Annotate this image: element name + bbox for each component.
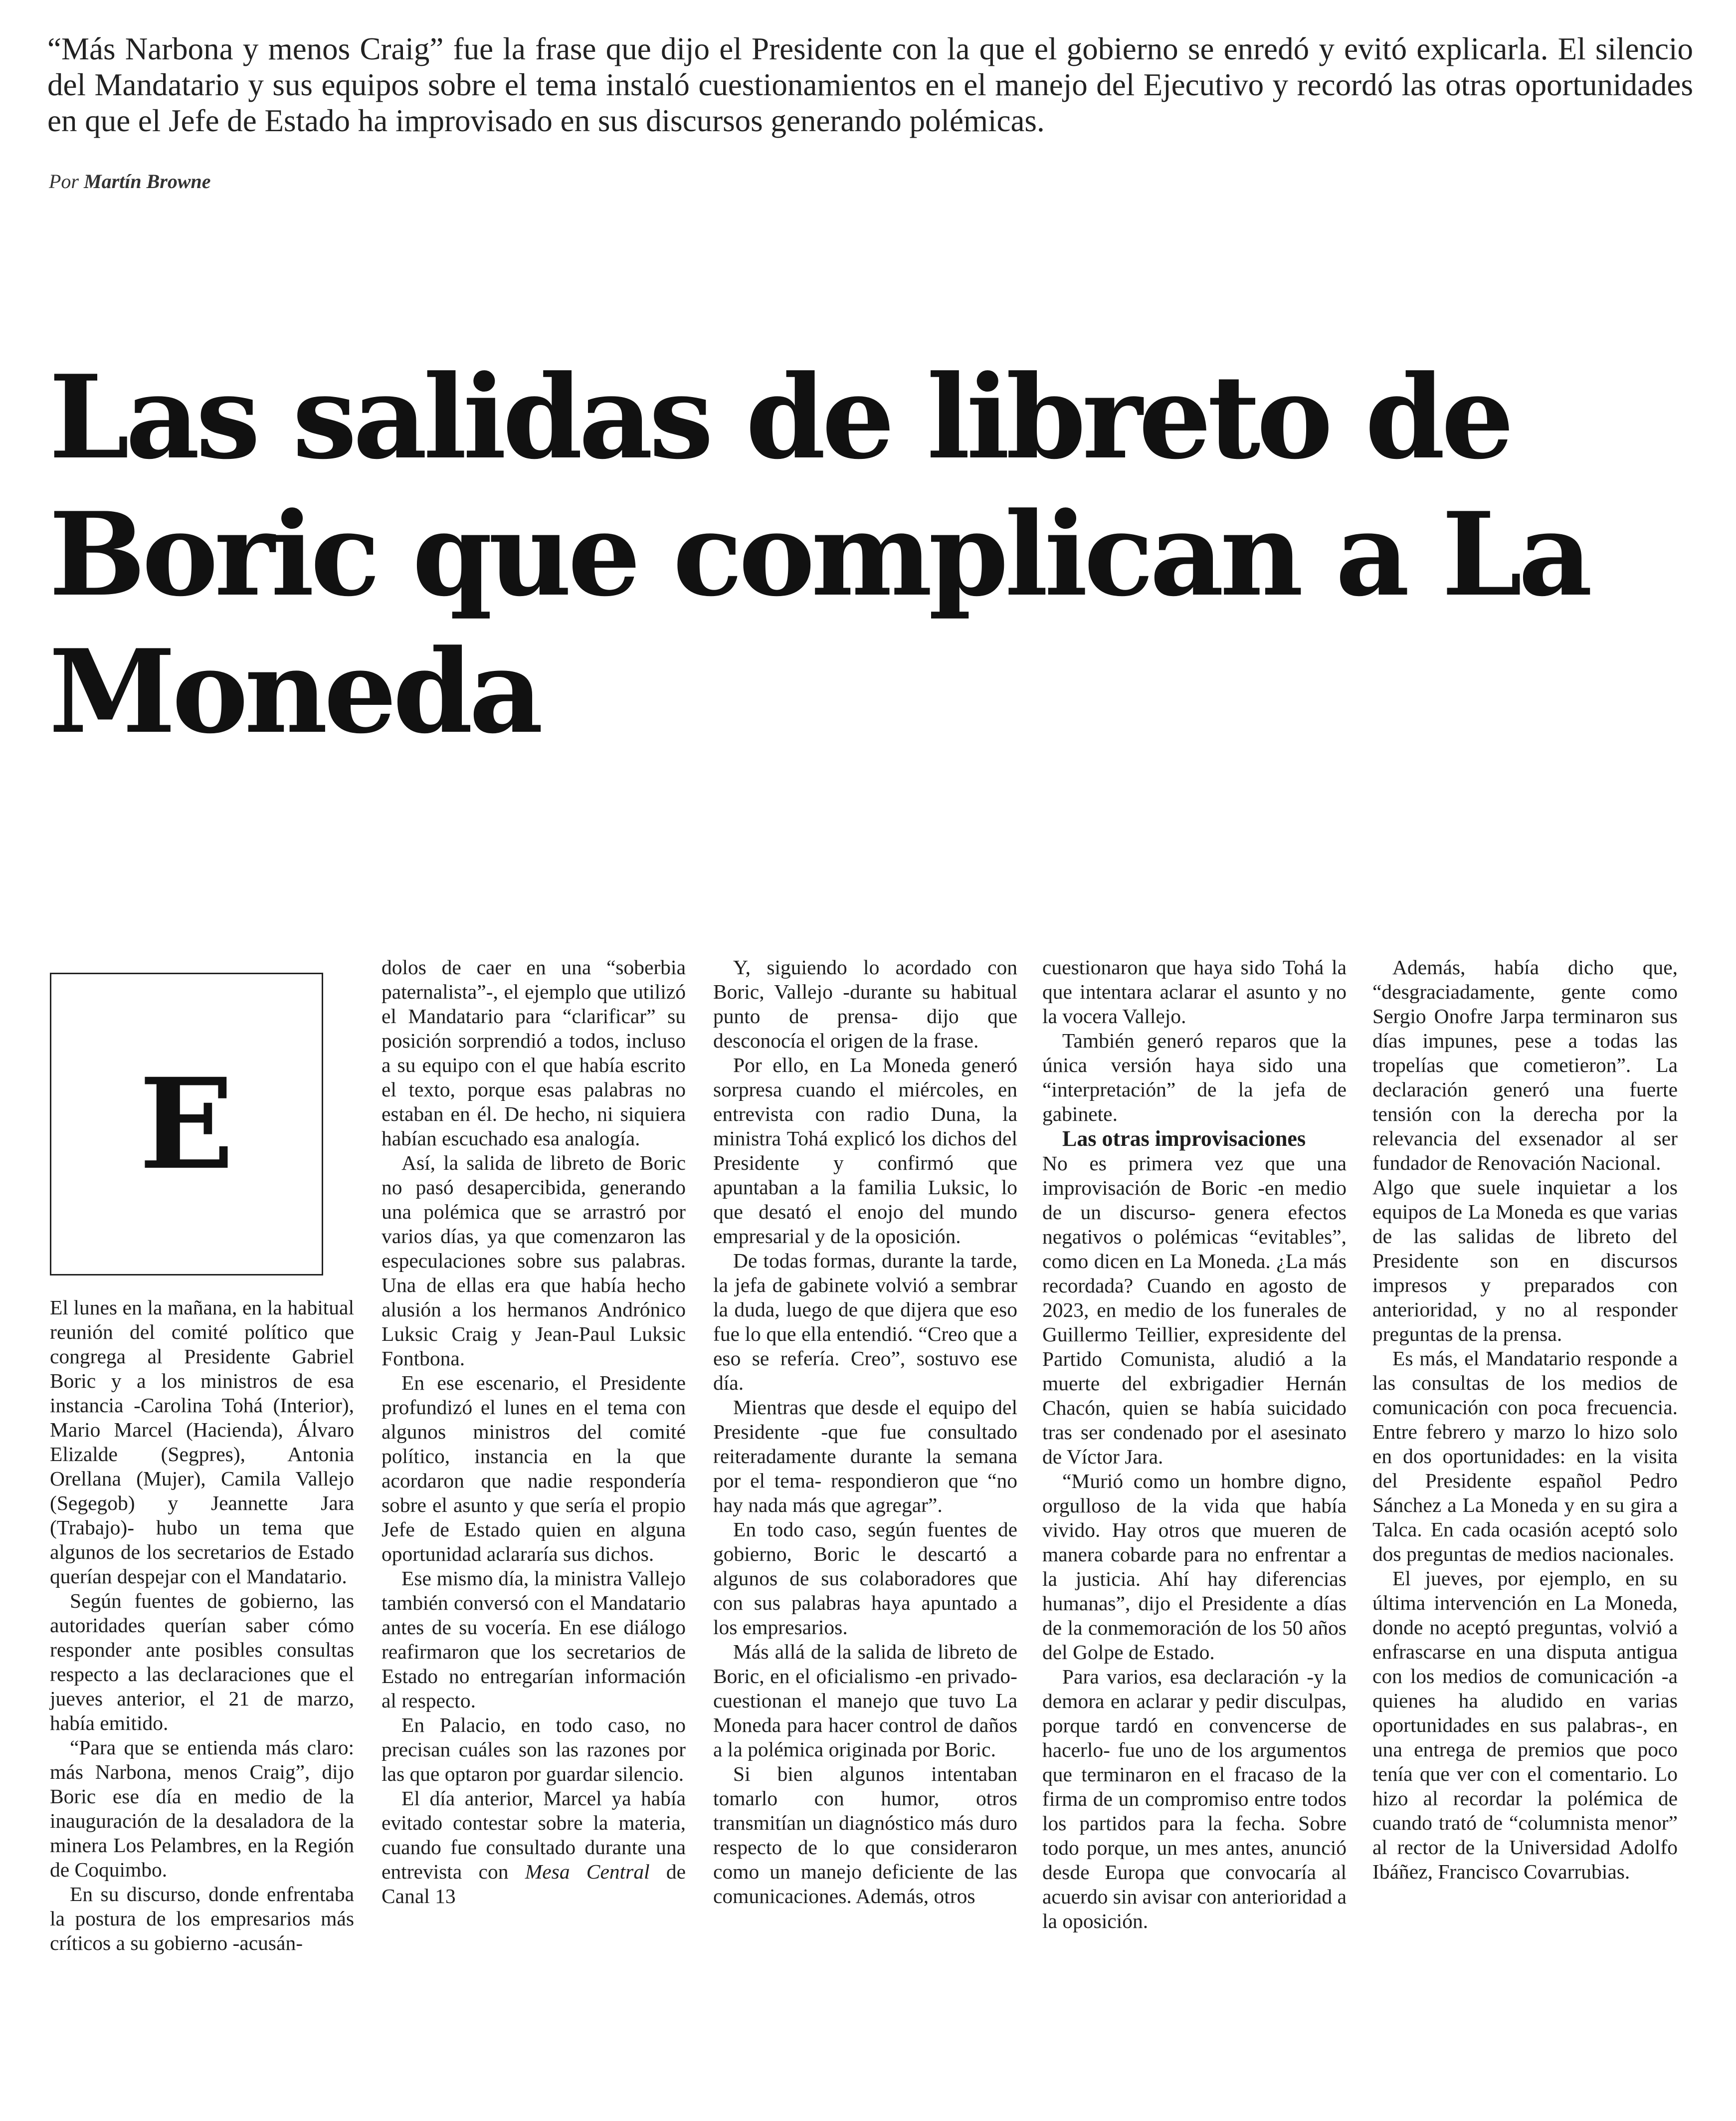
paragraph: El jueves, por ejemplo, en su última intervención en La Moneda, donde no aceptó preguntas, volvió a enfrascarse en una disputa antigua con los medios de comunicación -a quienes ha aludido en varias oportunidades en sus palabras-, en una entrega de premios que poco tenía que ver con el comentario. Lo hizo al recordar la polémica de cuando trató de “columnista menor” al rector de la Universidad Adolfo Ibáñez, Francisco Covarrubias. — [1372, 1567, 1678, 1883]
paragraph-with-italic — [382, 1786, 686, 1909]
paragraph: Para varios, esa declaración -y la demora en aclarar y pedir disculpas, porque tardó en convencerse de hacerlo- fue uno de los argumentos que terminaron en el fracaso de la firma de un compromiso entre todos los partidos para la fecha. Sobre todo porque, un mes antes, anunció desde Europa que convocaría al acuerdo sin avisar con anterioridad a la oposición. — [1042, 1665, 1347, 1932]
drop-cap-letter: E — [139, 1051, 234, 1197]
paragraph: El lunes en la mañana, en la habitual reunión del comité político que congrega al Presidente Gabriel Boric y a los ministros de esa instancia -Carolina Tohá (Interior), Mario Marcel (Hacienda), Álvaro Elizalde (Segpres), Antonia Orellana (Mujer), Camila Vallejo (Segegob) y Jeannette Jara (Trabajo)- hubo un tema que algunos de los secretarios de Estado querían despejar con el Mandatario. — [50, 1296, 354, 1588]
byline-prefix: Por — [49, 170, 79, 193]
paragraph: Mientras que desde el equipo del Presidente -que fue consultado reiteradamente durante la semana por el tema- respondieron que “no hay nada más que agregar”. — [713, 1396, 1017, 1516]
paragraph: En Palacio, en todo caso, no precisan cuáles son las razones por las que optaron por guardar silencio. — [382, 1713, 686, 1785]
drop-cap — [50, 973, 323, 1275]
column-3 — [713, 955, 1017, 1909]
author-name: Martín Browne — [84, 170, 211, 193]
headline: Las salidas de libreto de Boric que complican a La Moneda — [49, 350, 1589, 759]
paragraph: Por ello, en La Moneda generó sorpresa cuando el miércoles, en entrevista con radio Duna, la ministra Tohá explicó los dichos del Presidente y confirmó que apuntaban a la familia Luksic, lo que desató el enojo del mundo empresarial y de la oposición. — [713, 1054, 1017, 1248]
paragraph: En ese escenario, el Presidente profundizó el lunes en el tema con algunos ministros del comité político, instancia en la que acordaron que nadie respondería sobre el asunto y que sería el propio Jefe de Estado quien en alguna oportunidad aclararía sus dichos. — [382, 1371, 686, 1565]
column-1 — [50, 955, 354, 1955]
paragraph-tail: de Canal 13 — [382, 1860, 686, 1908]
paragraph: Algo que suele inquietar a los equipos de La Moneda es que varias de las salidas de libreto del Presidente son en discursos impresos y preparados con anterioridad, y no al responder preguntas de la prensa. — [1372, 1176, 1678, 1345]
paragraph: Según fuentes de gobierno, las autoridades querían saber cómo responder ante posibles consultas respecto a las declaraciones que el jueves anterior, el 21 de marzo, había emitido. — [50, 1589, 354, 1734]
paragraph: No es primera vez que una improvisación de Boric -en medio de un discurso- genera efectos negativos o polémicas “evitables”, como dicen en La Moneda. ¿La más recordada? Cuando en agosto de 2023, en medio de los funerales de Guillermo Teillier, expresidente del Partido Comunista, aludió a la muerte del exbrigadier Hernán Chacón, quien se había suicidado tras ser condenado por el asesinato de Víctor Jara. — [1042, 1152, 1347, 1468]
paragraph: Y, siguiendo lo acordado con Boric, Vallejo -durante su habitual punto de prensa- dijo que desconocía el origen de la frase. — [713, 956, 1017, 1052]
paragraph: Es más, el Mandatario responde a las consultas de los medios de comunicación con poca frecuencia. Entre febrero y marzo lo hizo solo en dos oportunidades: en la visita del Presidente español Pedro Sánchez a La Moneda y en su gira a Talca. En cada ocasión aceptó solo dos preguntas de medios nacionales. — [1372, 1347, 1678, 1565]
program-name: Mesa Central — [525, 1860, 650, 1883]
article-lead: “Más Narbona y menos Craig” fue la frase que dijo el Presidente con la que el gobierno se enredó y evitó explicarla. El silencio del Mandatario y sus equipos sobre el tema instaló cuestionamientos en el manejo del Ejecutivo y recordó las otras oportunidades en que el Jefe de Estado ha improvisado en sus discursos generando polémicas. — [47, 31, 1693, 138]
section-subhead: Las otras improvisaciones — [1062, 1126, 1306, 1151]
paragraph: Además, había dicho que, “desgraciadamente, gente como Sergio Onofre Jarpa terminaron sus días impunes, pese a todas las tropelías que cometieron”. La declaración generó una fuerte tensión con la derecha por la relevancia del exsenador al ser fundador de Renovación Nacional. — [1372, 956, 1678, 1174]
paragraph: Ese mismo día, la ministra Vallejo también conversó con el Mandatario antes de su vocería. En ese diálogo reafirmaron que los secretarios de Estado no entregarían información al respecto. — [382, 1567, 686, 1712]
paragraph: “Para que se entienda más claro: más Narbona, menos Craig”, dijo Boric ese día en medio de la inauguración de la desaladora de la minera Los Pelambres, en la Región de Coquimbo. — [50, 1736, 354, 1881]
paragraph: dolos de caer en una “soberbia paternalista”-, el ejemplo que utilizó el Mandatario para “clarificar” su posición sorprendió a todos, incluso a su equipo con el que había escrito el texto, porque esas palabras no estaban en él. De hecho, ni siquiera habían escuchado esa analogía. — [382, 956, 686, 1150]
column-5 — [1372, 955, 1678, 1884]
paragraph: En su discurso, donde enfrentaba la postura de los empresarios más críticos a su gobierno -acusán- — [50, 1883, 354, 1954]
paragraph: Así, la salida de libreto de Boric no pasó desapercibida, generando una polémica que se arrastró por varios días, ya que comenzaron las especulaciones sobre sus palabras. Una de ellas era que había hecho alusión a los hermanos Andrónico Luksic Craig y Jean-Paul Luksic Fontbona. — [382, 1151, 686, 1370]
column-4 — [1042, 955, 1347, 1933]
paragraph: De todas formas, durante la tarde, la jefa de gabinete volvió a sembrar la duda, luego de que dijera que eso fue lo que ella entendió. “Creo que a eso se refería. Creo”, sostuvo ese día. — [713, 1249, 1017, 1394]
paragraph-text: El día anterior, Marcel ya había evitado contestar sobre la materia, cuando fue consultado durante una entrevista con — [382, 1787, 686, 1883]
byline — [49, 170, 211, 193]
column-2 — [382, 955, 686, 1909]
paragraph: “Murió como un hombre digno, orgulloso de la vida que había vivido. Hay otros que mueren de manera cobarde para no enfrentar a la justicia. Ahí hay diferencias humanas”, dijo el Presidente a días de la conmemoración de los 50 años del Golpe de Estado. — [1042, 1470, 1347, 1664]
paragraph: Más allá de la salida de libreto de Boric, en el oficialismo -en privado- cuestionan el manejo que tuvo La Moneda para hacer control de daños a la polémica originada por Boric. — [713, 1640, 1017, 1761]
paragraph: En todo caso, según fuentes de gobierno, Boric le descartó a algunos de sus colaboradores que con sus palabras haya apuntado a los empresarios. — [713, 1518, 1017, 1639]
paragraph: cuestionaron que haya sido Tohá la que intentara aclarar el asunto y no la vocera Vallejo. — [1042, 956, 1347, 1028]
paragraph: Si bien algunos intentaban tomarlo con humor, otros transmitían un diagnóstico más duro respecto de lo que consideraron como un manejo deficiente de las comunicaciones. Además, otros — [713, 1762, 1017, 1908]
paragraph: También generó reparos que la única versión haya sido una “interpretación” de la jefa de gabinete. — [1042, 1029, 1347, 1125]
